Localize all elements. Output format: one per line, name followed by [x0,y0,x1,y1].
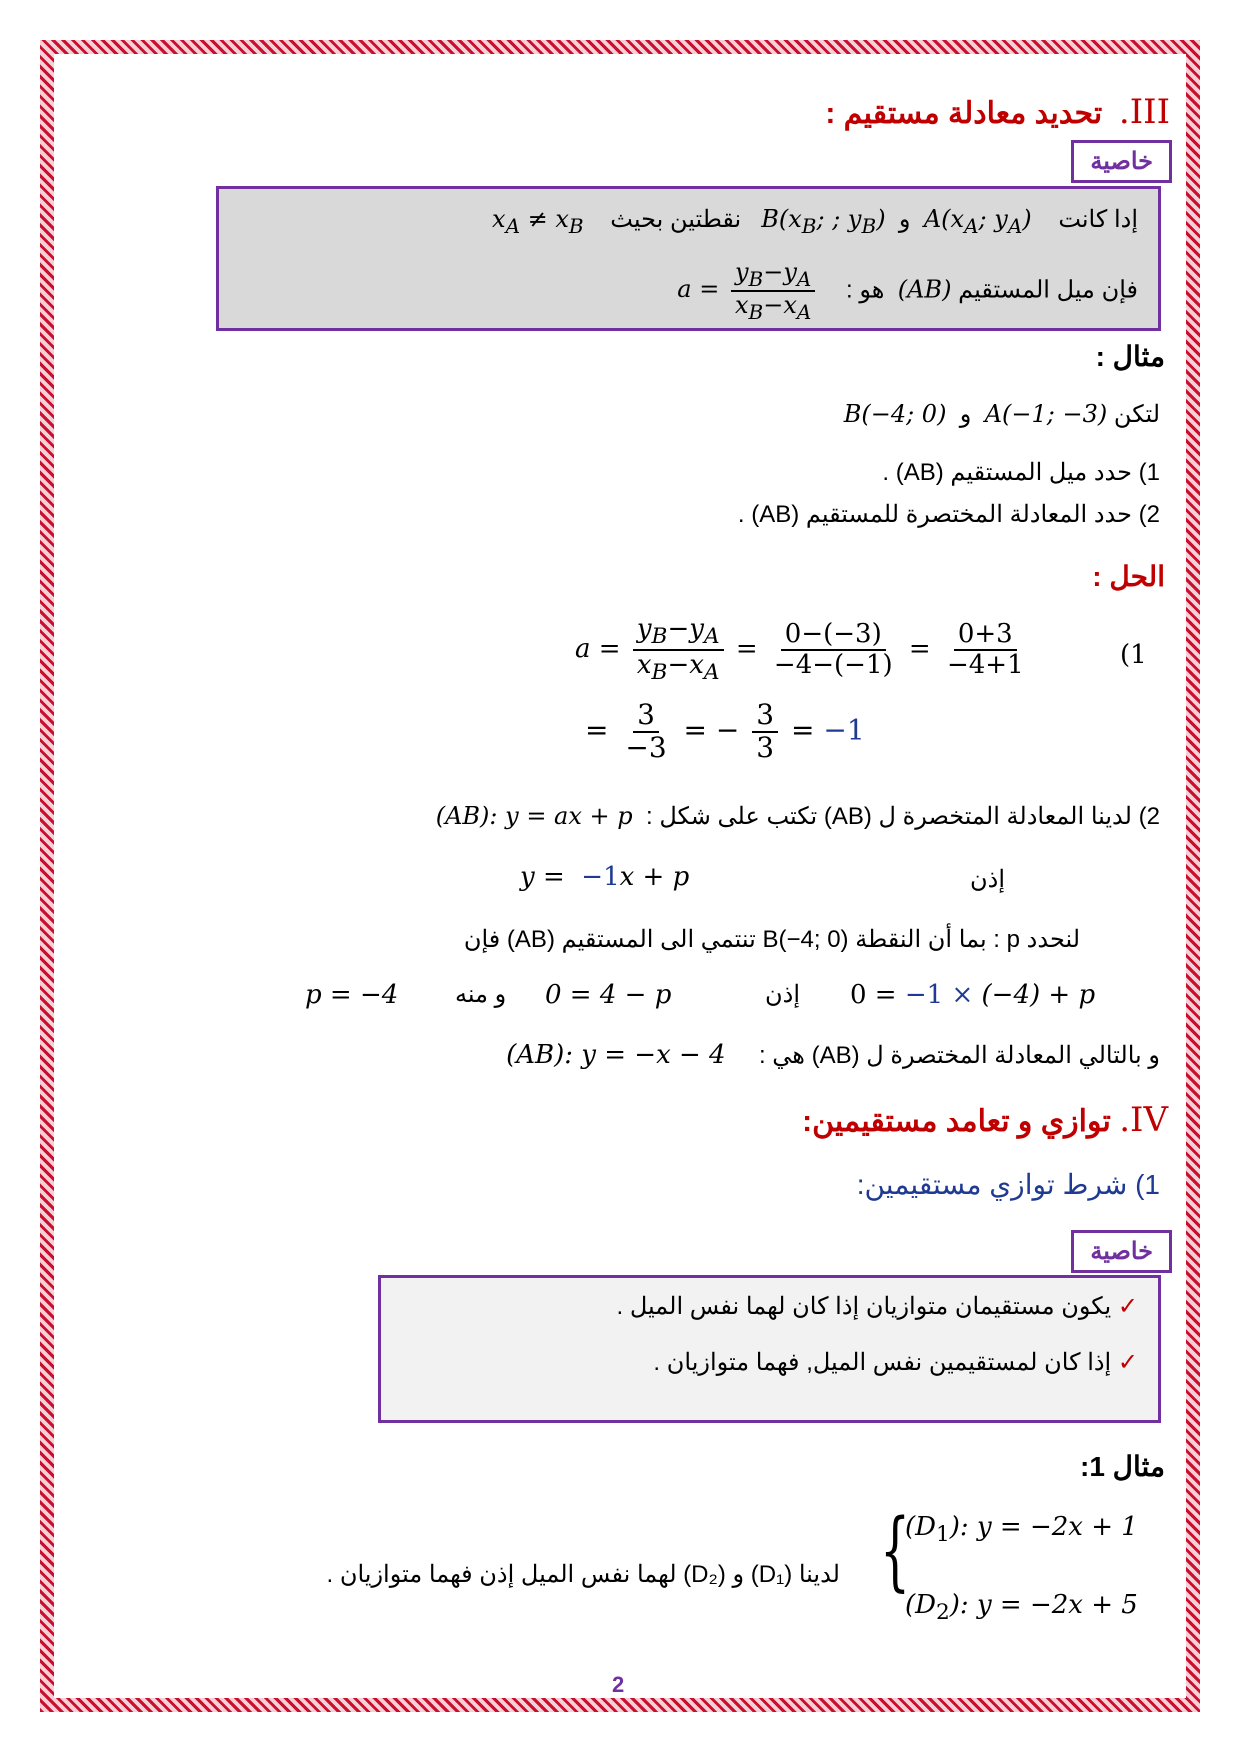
then-label: إذن [970,866,1005,893]
subsection-parallel: 1) شرط توازي مستقيمين: [856,1169,1160,1200]
section-3-title: تحديد معادلة مستقيم : [825,97,1103,130]
example-1-conclusion: لدينا (D₁) و (D₂) لهما نفس الميل إذن فهما متوازيان . [326,1561,840,1588]
example-title: مثال : [1095,341,1165,372]
equation-with-p: y = −1x + p [520,862,690,892]
property-line-1: إدا كانت $A(x_A$; $y_A$) و $B(x_B$; ; $y_B$) نقطتين بحيث $x_A \ne x_B$ [492,205,1138,238]
property-line-2: فإن ميل المستقيم (AB) هو : a = $\frac{y_B-y_A}{x_B-x_A}$ [677,258,1138,324]
property-item-1: ✓ يكون مستقيمان متوازيان إذا كان لهما نفس الميل . [616,1293,1138,1320]
property-tag: خاصية [1071,140,1172,183]
question-2: 2) حدد المعادلة المختصرة للمستقيم (AB) . [737,501,1160,528]
line-d1-equation: $(D_1)$: y = −2x + 1 [905,1512,1138,1548]
section-3-heading [825,92,1170,132]
solution-line-6: و بالتالي المعادلة المختصرة ل (AB) هي : (AB): y = −x − 4 [506,1040,1160,1070]
slope-value: −1 [823,713,865,747]
property-box-slope [216,186,1161,331]
check-icon: ✓ [1117,1293,1138,1320]
property-tag-2: خاصية [1071,1230,1172,1273]
page-number: 2 [612,1672,625,1697]
solution-step-1-number: (1 [1120,640,1147,670]
brace: { [880,1501,911,1601]
example-points: لتكن A(−1; −3) و B(−4; 0) [843,400,1160,428]
slope-computation: a = $\frac{y_B-y_A}{x_B-x_A}$ = $\frac{0-(-3)}{-4-(-1)}$ = $\frac{0+3}{-4+1}$ [575,614,1024,686]
solution-line-4: لنحدد p : بما أن النقطة B(−4; 0) تنتمي الى المستقيم (AB) فإن [463,926,1080,953]
example-1-title: مثال 1: [1079,1451,1165,1482]
section-3-numeral: III. [1118,92,1170,132]
line-d2-equation: $(D_2)$: y = −2x + 5 [905,1590,1138,1626]
question-1: 1) حدد ميل المستقيم (AB) . [882,459,1160,486]
solution-line-5: p = −4 و منه 0 = 4 − p إذن 0 = −1 × (−4) + p [305,980,1096,1010]
check-icon: ✓ [1117,1349,1138,1376]
solution-line-2: 2) لدينا المعادلة المتخصرة ل (AB) تكتب على شكل : (AB): y = ax + p [435,802,1160,830]
section-4-heading: IV. توازي و تعامد مستقيمين: [802,1100,1168,1140]
slope-result: = $\frac{3}{-3}$ = − $\frac{3}{3}$ = −1 [585,698,865,764]
property-item-2: ✓ إذا كان لمستقيمين نفس الميل, فهما متوازيان . [653,1349,1138,1376]
solution-title: الحل : [1092,561,1165,592]
property-box-parallel [378,1275,1161,1423]
